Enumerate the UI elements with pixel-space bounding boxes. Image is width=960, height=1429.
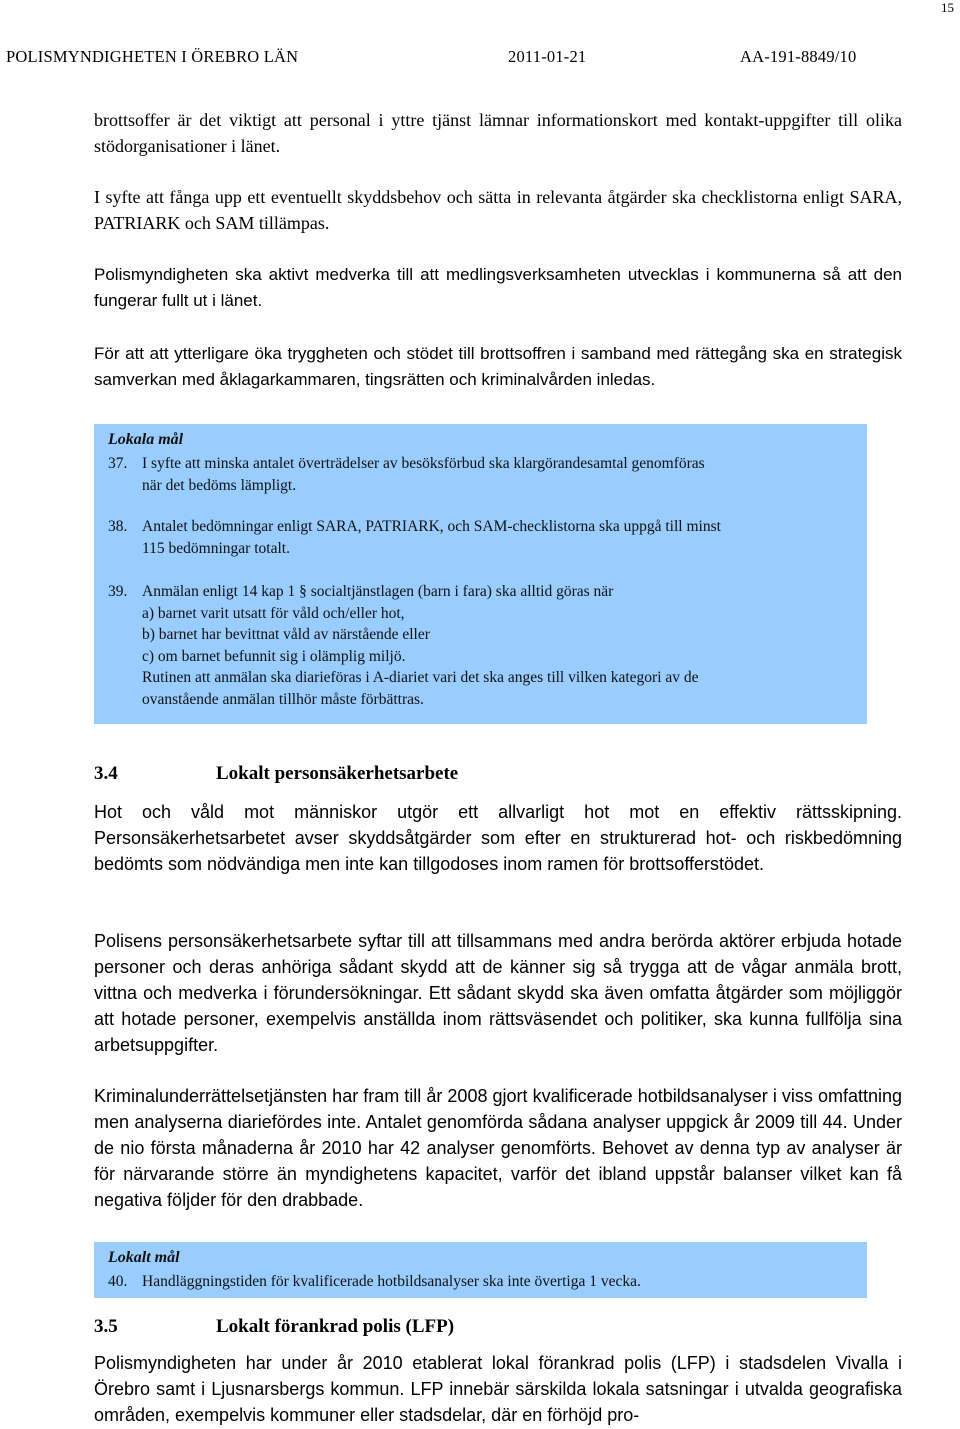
header-ref: AA-191-8849/10 bbox=[740, 47, 857, 66]
local-goal-box bbox=[94, 1242, 867, 1298]
paragraph: Kriminalunderrättelsetjänsten har fram till år 2008 gjort kvalificerade hotbildsanalyser i viss omfattning men analyserna diariefördes inte. Antalet genomförda sådana analyser uppgick år 2009 till 44. Under de nio första månaderna år 2010 har 42 analyser genomförts. Behovet av denna typ av analyser är för närvarande större än myndighetens kapacitet, varför det ibland uppstår balanser vilket kan få negativa följder för den drabbade. bbox=[94, 1086, 902, 1210]
goal-text: I syfte att minska antalet överträdelser av besöksförbud ska klargörandesamtal genomföras när det bedöms lämpligt. bbox=[142, 455, 705, 494]
section-title: Lokalt personsäkerhetsarbete bbox=[216, 763, 459, 784]
goal-text: Anmälan enligt 14 kap 1 § socialtjänstlagen (barn i fara) ska alltid göras när a) barnet varit utsatt för våld och/eller hot, b) barnet har bevittnat våld av närstående eller c) om barnet befunnit sig i olämplig miljö. Rutinen att anmälan ska diarieföras i A-diariet vari det ska anges till vilken kategori av de ovanstående anmälan tillhör måste förbättras. bbox=[142, 583, 699, 708]
section-number: 3.5 bbox=[94, 1316, 118, 1337]
paragraph: Polisens personsäkerhetsarbete syftar till att tillsammans med andra berörda aktörer erbjuda hotade personer och deras anhöriga sådant skydd att de känner sig så trygga att de vågar anmäla brott, vittna och medverka i förundersökningar. Ett sådant skydd ska även omfatta åtgärder som möjliggör att hotade personer, exempelvis anställda inom rättsväsendet och politiker, ska kunna fullfölja sina arbetsuppgifter. bbox=[94, 931, 902, 1055]
paragraph: Polismyndigheten ska aktivt medverka till att medlingsverksamheten utvecklas i kommunerna så att den fungerar fullt ut i länet. bbox=[94, 265, 902, 310]
local-goals-box bbox=[94, 424, 867, 724]
paragraph: För att att ytterligare öka tryggheten och stödet till brottsoffren i samband med rättegång ska en strategisk samverkan med åklagarkammaren, tingsrätten och kriminalvården inledas. bbox=[94, 344, 902, 389]
goal-text: Handläggningstiden för kvalificerade hotbildsanalyser ska inte övertiga 1 vecka. bbox=[142, 1273, 641, 1290]
goal-number: 40. bbox=[108, 1273, 128, 1290]
goal-text: Antalet bedömningar enligt SARA, PATRIARK, och SAM-checklistorna ska uppgå till minst 115 bedömningar totalt. bbox=[142, 518, 721, 557]
page-number: 15 bbox=[941, 0, 954, 15]
goal-number: 39. bbox=[108, 583, 128, 600]
header-org: POLISMYNDIGHETEN I ÖREBRO LÄN bbox=[6, 47, 299, 66]
paragraph: Polismyndigheten har under år 2010 etablerat lokal förankrad polis (LFP) i stadsdelen Vivalla i Örebro samt i Ljusnarsbergs kommun. LFP innebär särskilda lokala satsningar i utvalda geografiska områden, exempelvis kommuner eller stadsdelar, där en förhöjd pro- bbox=[94, 1353, 902, 1425]
section-number: 3.4 bbox=[94, 763, 118, 784]
section-title: Lokalt förankrad polis (LFP) bbox=[216, 1316, 455, 1337]
paragraph: brottsoffer är det viktigt att personal i yttre tjänst lämnar informationskort med kontakt-uppgifter till olika stödorganisationer i länet. bbox=[94, 110, 902, 156]
goal-number: 37. bbox=[108, 455, 128, 472]
goal-number: 38. bbox=[108, 518, 128, 535]
box-heading: Lokala mål bbox=[108, 431, 184, 448]
header-date: 2011-01-21 bbox=[508, 47, 587, 66]
paragraph: Hot och våld mot människor utgör ett allvarligt hot mot en effektiv rättsskipning. Personsäkerhetsarbetet avser skyddsåtgärder som efter en strukturerad hot- och riskbedömning bedömts som nödvändiga men inte kan tillgodoses inom ramen för brottsofferstödet. bbox=[94, 802, 902, 874]
paragraph: I syfte att fånga upp ett eventuellt skyddsbehov och sätta in relevanta åtgärder ska checklistorna enligt SARA, PATRIARK och SAM tillämpas. bbox=[94, 187, 902, 233]
box-heading: Lokalt mål bbox=[108, 1249, 180, 1266]
